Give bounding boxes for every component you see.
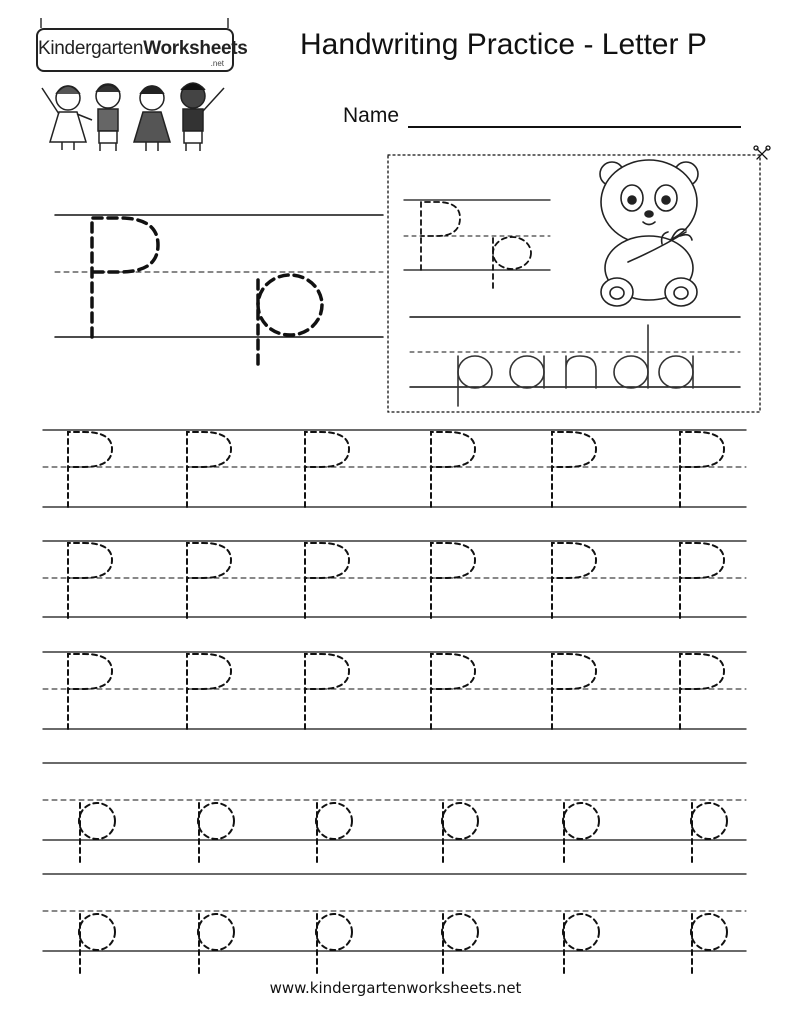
name-label: Name bbox=[343, 104, 400, 127]
trace-uppercase-p bbox=[187, 543, 231, 618]
trace-lowercase-p bbox=[316, 914, 352, 974]
practice-guide-lines bbox=[43, 430, 746, 951]
trace-lowercase-p bbox=[563, 803, 599, 863]
trace-uppercase-p bbox=[552, 432, 596, 507]
trace-uppercase-p bbox=[680, 432, 724, 507]
trace-uppercase-p bbox=[431, 432, 475, 507]
trace-uppercase-p bbox=[680, 543, 724, 618]
traced-word-panda bbox=[458, 325, 693, 406]
trace-uppercase-p bbox=[552, 654, 596, 729]
trace-lowercase-p bbox=[198, 914, 234, 974]
example-lowercase-p bbox=[258, 275, 322, 370]
trace-uppercase-p bbox=[305, 543, 349, 618]
example-uppercase-p bbox=[92, 218, 158, 337]
trace-lowercase-p bbox=[316, 803, 352, 863]
trace-uppercase-p bbox=[68, 432, 112, 507]
trace-lowercase-p bbox=[563, 914, 599, 974]
box-letters-guide bbox=[404, 200, 550, 290]
trace-uppercase-p bbox=[187, 654, 231, 729]
trace-lowercase-p bbox=[198, 803, 234, 863]
trace-lowercase-p bbox=[442, 803, 478, 863]
trace-uppercase-p bbox=[552, 543, 596, 618]
logo-text-bold: Worksheets bbox=[143, 38, 248, 59]
example-guide-lines bbox=[55, 215, 383, 337]
word-guide-lines bbox=[410, 317, 740, 387]
logo-suffix: .net bbox=[210, 59, 224, 68]
trace-uppercase-p bbox=[305, 432, 349, 507]
trace-uppercase-p bbox=[680, 654, 724, 729]
trace-uppercase-p bbox=[68, 543, 112, 618]
trace-uppercase-p bbox=[305, 654, 349, 729]
logo-text-plain: Kindergarten bbox=[38, 38, 144, 59]
cut-out-box bbox=[388, 155, 760, 412]
trace-lowercase-p bbox=[442, 914, 478, 974]
panda-illustration bbox=[600, 160, 698, 306]
trace-lowercase-p bbox=[691, 803, 727, 863]
trace-lowercase-p bbox=[79, 803, 115, 863]
page-title: Handwriting Practice - Letter P bbox=[300, 28, 707, 61]
trace-uppercase-p bbox=[187, 432, 231, 507]
trace-lowercase-p bbox=[691, 914, 727, 974]
trace-uppercase-p bbox=[431, 654, 475, 729]
trace-uppercase-p bbox=[431, 543, 475, 618]
footer-url: www.kindergartenworksheets.net bbox=[269, 979, 522, 997]
scissors-icon bbox=[754, 146, 770, 159]
trace-lowercase-p bbox=[79, 914, 115, 974]
trace-uppercase-p bbox=[68, 654, 112, 729]
